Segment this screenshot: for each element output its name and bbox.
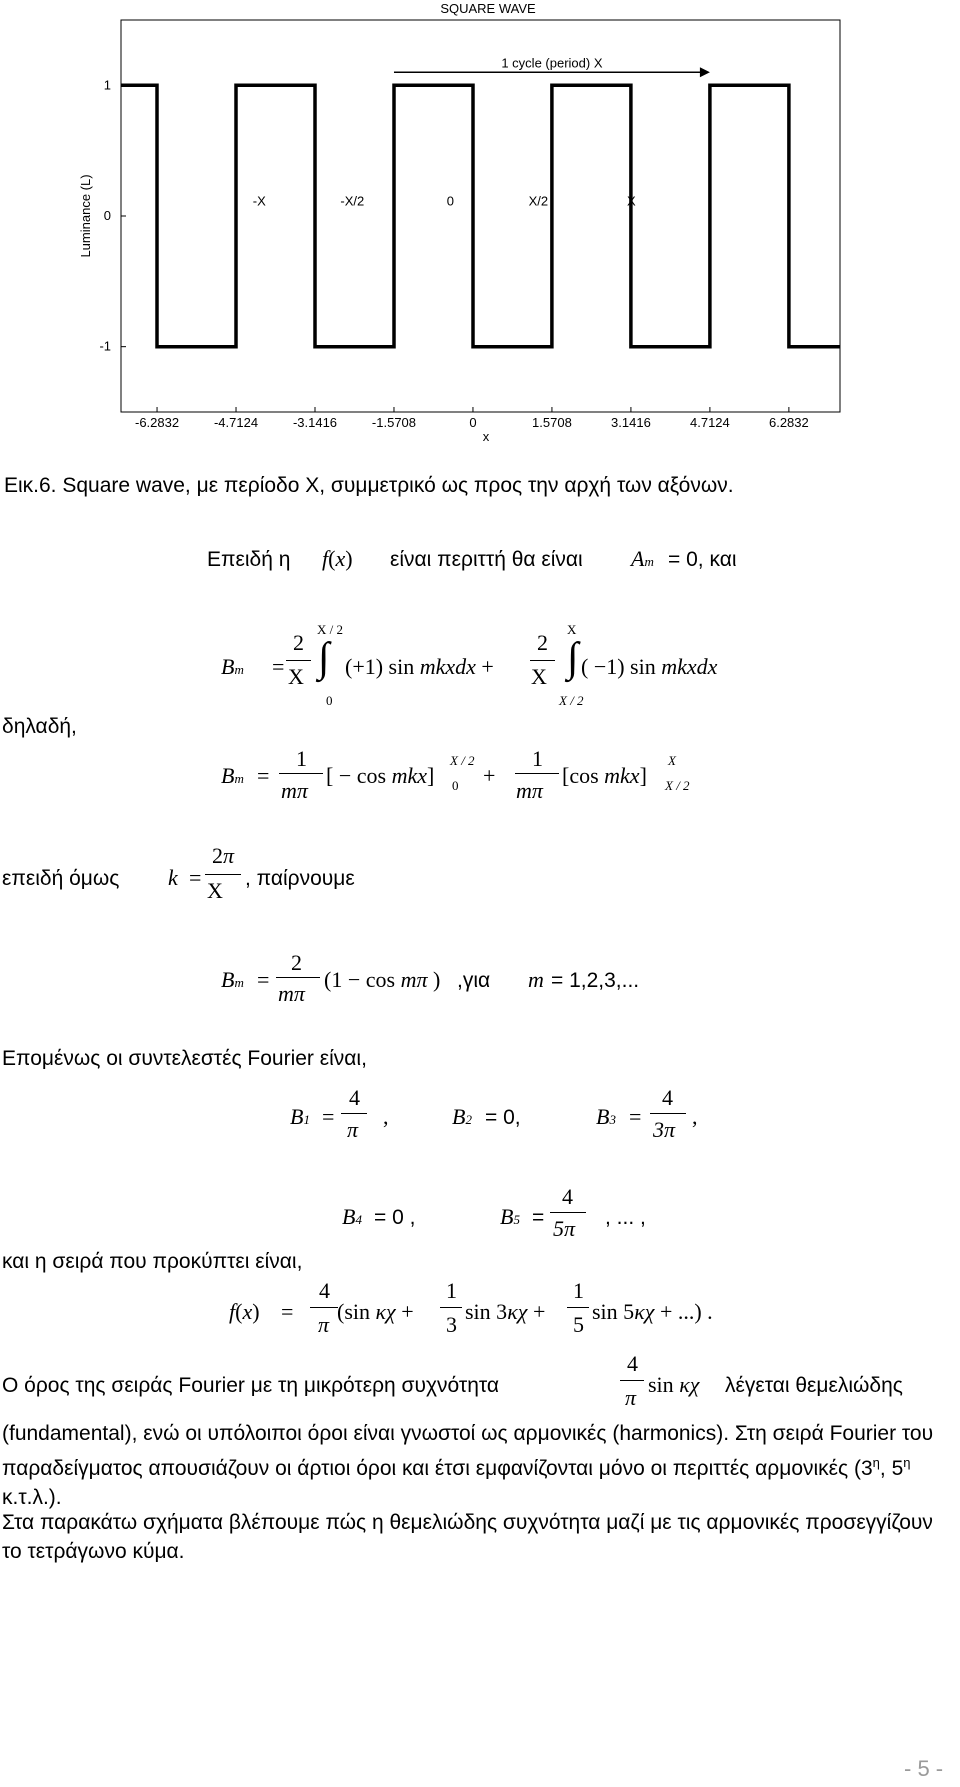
y-tick-label: 1 (103, 77, 111, 93)
x-ticks (135, 407, 809, 430)
line1-middle: είναι περιττή θα είναι (390, 548, 583, 571)
y-tick-label: -1 (99, 338, 111, 354)
x-tick-label: -4.7124 (213, 415, 259, 430)
kai-seira-label: και η σειρά που προκύπτει είναι, (2, 1250, 303, 1273)
y-ticks (99, 77, 126, 353)
square-wave-svg (0, 0, 860, 450)
inner-label: -X/2 (340, 193, 365, 209)
dilazi-label: δηλαδή, (2, 715, 77, 738)
m-values: = 1,2,3,... (551, 969, 640, 992)
epeidi-omos-label: επειδή όμως (2, 867, 120, 890)
pairnoume-label: , παίρνουμε (245, 867, 355, 890)
x-tick-label: -1.5708 (371, 415, 417, 430)
period-label: 1 cycle (period) X (501, 55, 603, 71)
page-number: - 5 - (904, 1756, 944, 1781)
plot-frame (121, 20, 840, 412)
square-wave-chart (0, 0, 860, 450)
fx-symbol: f(x) (322, 546, 353, 571)
x-tick-label: 1.5708 (532, 415, 572, 430)
y-tick-label: 0 (103, 208, 111, 223)
approximation-paragraph: Στα παρακάτω σχήματα βλέπουμε πώς η θεμελιώδης συχνότητα μαζί με τις αρμονικές προσεγγίζουν το τετράγωνο κύμα. (2, 1511, 933, 1563)
x-tick-label: 4.7124 (690, 415, 730, 430)
inner-label: X/2 (528, 193, 549, 209)
am-symbol: Am (631, 546, 654, 571)
period-annotation (394, 55, 710, 77)
figure-caption: Εικ.6. Square wave, με περίοδο Χ, συμμετρικό ως προς την αρχή των αξόνων. (4, 474, 734, 497)
m-symbol: m (528, 967, 544, 992)
inner-label: X (627, 193, 636, 209)
gia-label: ,για (457, 969, 491, 992)
period-arrow-head (700, 67, 710, 77)
x-tick-label: -3.1416 (292, 415, 338, 430)
x-tick-label: -6.2832 (134, 415, 180, 430)
inner-labels (253, 194, 636, 209)
x-tick-label: 0 (469, 415, 477, 430)
x-axis-label: x (482, 429, 490, 444)
oros-prefix: Ο όρος της σειράς Fourier με τη μικρότερη συχνότητα (2, 1374, 500, 1397)
x-tick-label: 3.1416 (611, 415, 651, 430)
y-axis-label: Luminance (L) (78, 174, 93, 258)
line1-suffix: = 0, και (668, 548, 737, 571)
square-wave-series (121, 85, 840, 346)
harmonics-paragraph: (fundamental), ενώ οι υπόλοιποι όροι είναι γνωστοί ως αρμονικές (harmonics). Στη σειρά Fourier του παραδείγματος απουσιάζουν οι άρτιοι όροι και έτσι εμφανίζονται μόνο οι περιττές αρμονικές ($3^\eta$, $5^\eta$ κ.τ.λ.). (2, 1422, 934, 1509)
oros-suffix: λέγεται θεμελιώδης (725, 1374, 903, 1397)
line1-prefix: Επειδή η (207, 548, 291, 571)
inner-label: -X (252, 193, 266, 209)
epomenws-label: Επομένως οι συντελεστές Fourier είναι, (2, 1047, 367, 1070)
inner-label: 0 (446, 193, 454, 209)
x-tick-label: 6.2832 (768, 415, 809, 430)
chart-title: SQUARE WAVE (440, 1, 536, 16)
